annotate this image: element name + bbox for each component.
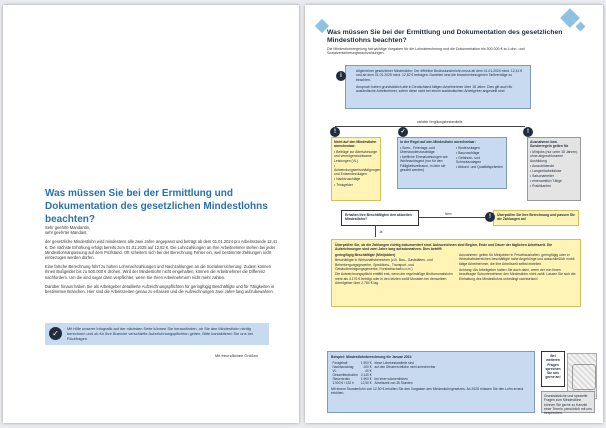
list-item: • Bauzuschläge [456,151,504,155]
connector-line [335,126,525,127]
table-cell-value: 2.140 € [360,372,372,377]
creditable-lists [400,146,504,173]
exceptions-header: Ausnahmen bzw. Sonderregeln gelten für [530,140,569,149]
greeting-line-2: sehr geehrter Mandant, [45,230,88,236]
checkmark-icon: ✓ [49,327,62,340]
not-creditable-list [334,150,381,187]
table-cell-label: Gesamtbruttolohn [332,372,358,377]
documentation-box [331,239,581,307]
components-label: variable Vergütungsbestandteile [417,120,463,124]
list-item: • Minijobs (nur unter 18 Jahren) ohne abgeschlossene Ausbildung [530,150,578,163]
answer-yes-label: Ja [379,230,383,234]
creditable-list-a [400,146,452,173]
right-page [305,5,603,423]
table-cell-label: Nachtzuschlag [332,364,354,369]
infographic-title: Was müssen Sie bei der Ermittlung und Dokumentation des gesetzlichen Mindestlohns beachten? [327,29,563,45]
creditable-header: In der Regel auf den Mindestlohn anrechenbar: [400,140,476,144]
page-title: Was müssen Sie bei der Ermittlung und Dokumentation des gesetzlichen Mindestlohns beachten? [45,188,268,225]
table-row [331,381,437,385]
exceptions-box [527,137,581,201]
list-item: • Aufwendungsentschädigungen und Entsendezulagen [334,164,378,177]
example-title: Beispiel: Mindestlohnberechnung für Januar 2024 [331,355,412,359]
list-item: • Trinkgelder [334,183,378,187]
table-cell-value: 1.900 € [360,360,372,365]
warning-icon: ! [330,127,340,137]
documentation-left [335,253,453,285]
table-cell-value: 12,50 € [360,380,372,385]
example-footer: Mit einem Stundenlohn von 12,50 € erhalten Sie den Vorgaben des Mindestlohngesetzes. Ab 2025 müssen Sie den Lohn erneut erhöhen. [331,386,524,396]
paragraph-1: der gesetzliche Mindestlohn wird mindestens alle zwei Jahre angepasst und beträgt ab dem 01.01.2024 pro Arbeitsstunde 12,41 €. Die nächste Erhöhung erfolgt bereits zum 01.01.2025 auf 12,82 €. Die Lohnzahlungen an Ihre Arbeitnehmer stehen bei jeder Mindestlohnanpassung auf dem Prüfstand. Oft scheitern sich bei der Berechnung Fehler ein, weil bestimmte Zahlungen nicht einbezogen werden dürfen. [45,239,278,261]
table-cell-note: Arbeitszeit von 35 Stunden [374,380,413,385]
table-cell-value: 40 € [365,368,372,373]
table-cell-note: diese Lohnbestandteile sind [374,360,415,365]
note-text: Mit Hilfe unserer Infografik auf der nächsten Seite können Sie herausfinden, ob Sie den Mindestlohn richtig berechnen und ob für Ihre Branche verschärfte Aufzeichnungspflichten gelten. Bitte kontaktieren Sie uns bei Rückfragen. [67,326,253,341]
warning-icon: ! [485,212,495,222]
doc-item-1: geringfügig Beschäftigte (Minijobber) [335,253,396,258]
question-box: Erhalten Ihre Beschäftigten den aktuellen Mindestlohn? [341,210,419,226]
greeting-line-1: Sehr geehrte Mandantin, [45,225,91,230]
table-cell-value: 200 € [363,364,372,369]
signoff: Mit freundlichen Grüßen [215,353,258,358]
info-icon: i [336,71,346,81]
action-box: Überprüfen Sie Ihre Berechnung und passen Sie die Zahlungen an! [493,210,579,226]
not-creditable-box [331,137,381,201]
table-row [331,365,437,369]
list-item: • Saisonarbeiter [530,174,578,178]
table-cell-note: bei einer wöchentlichen [374,376,408,381]
example-box [327,351,535,413]
note-box [45,323,269,345]
list-item: • Kinderzulagen [456,146,504,150]
letter-body [45,225,279,298]
not-creditable-header: Nicht auf den Mindestlohn anrechenbar: [334,140,377,149]
table-cell-label: 1.900 € / 152 h [332,380,354,385]
table-cell-label: Steuerbrutto [332,376,351,381]
list-item: • Praktikanten [530,184,578,188]
list-item: • Beiträge zur Altersvorsorge und vermögenswirksame Leistungen (VL) [334,150,378,163]
left-page [3,5,299,423]
answer-no-label: Nein [445,212,452,216]
example-table [331,361,437,385]
paragraph-2: Eine falsche Berechnung führt zu hohen Lohnnachzahlungen und Nachzahlungen an die Sozialversicherung. Zudem können Ihnen Bußgelder bis zu 500.000 € drohen. Wird der Mindestlohn nicht eingehalten, können die Arbeitnehmer die Differenz nachfordern. Um die sind sogar dann verpflichtet, wenn Sie Ihren Arbeitnehmern nicht mehr zahlen. [45,264,271,280]
exceptions-list [530,150,578,188]
documentation-headline: Überprüfen Sie, ob die Zahlungen richtig dokumentiert sind. Aufzuzeichnen sind Beginn, Ende und Dauer der täglichen Arbeitszeit. Die Aufzeichnungen sind zwei Jahre lang aufzubewahren. Dies betrifft [335,243,553,252]
list-item: • Langzeitarbeitslose [530,169,578,173]
list-item: • Akkord- und Qualitätsprämien [456,165,504,169]
doc-exception-2: Achtung: Als Arbeitgeber haften Sie auch dann, wenn der von Ihnen beauftragte Subunternehmer den Mindestlohn nicht zahlt. Lassen Sie sich die Einhaltung des Mindestlohns unbedingt nachweisen! [459,267,576,281]
info-box [345,65,531,109]
doc-item-3: Die Aufzeichnungspflicht entfällt erst, wenn der regelmäßige Bruttomonatslohn mehr als 4.176 € beträgt oder in den letzten zwölf Monaten bei demselben Arbeitgeber über 2.784 € lag. [335,272,453,285]
documentation-right [459,253,577,285]
doc-exception-1: Ausnahmen: gelten für Minijobber in Privathaushalten, geringfügig oder in Wirtschaftsbereichen beschäftigte nahe Angehörige und ausschließlich mobil tätige Arbeitnehmer, die ihre Arbeitszeit selbst einteilen. [459,253,575,266]
decor-diamond-icon [576,22,586,32]
documentation-columns [335,253,577,285]
table-cell-value: 1.900 € [360,376,372,381]
list-item: • Auszubildende [530,164,578,168]
list-item: • ehrenamtlich Tätige [530,179,578,183]
list-item: • Sonn-, Feiertags- und Überstundenzuschläge [400,146,452,155]
creditable-box [397,137,507,189]
list-item: • Nachtzuschläge [334,177,378,181]
creditable-list-b [456,146,504,173]
paragraph-3: Darüber hinaus haben Sie als Arbeitgeber detaillierte Aufzeichnungspflichten für geringfügig Beschäftigte und für Tätigkeiten in bestimmten Branchen. Hier sind die Arbeitszeiten genau zu erfassen und die Aufzeichnungen zwei Jahre lang aufzubewahren. [45,283,275,295]
exception-icon: ! [523,127,533,137]
info-line-1: Allgemeiner gesetzlicher Mindestlohn: Der effektive Bruttostundenlohn muss ab dem 01.01.2024 mind. 12,41 € und ab dem 01.01.2025 mind. 12,82 € betragen. Daneben sind die branchenbezogenen Tarifverträge zu beachten. [356,69,523,82]
doc-item-2: Beschäftigte in Wirtschaftsbereichen (z.B. Bau-, Gaststätten- und Beherbergungsgewerbe, Speditions-, Transport- und Gebäudereinigungsgewerbe, Forstwirtschaft u.v.m.) [335,258,433,271]
connector-line [375,226,376,237]
connector-line [419,217,493,218]
infographic-subtitle: Die Mindestlohnregelung hat wichtige Vorgaben für die Lohnabrechnung und die Dokumentation bis 500.000 € zu Lohn- und Sozialversicherungsnachzahlungen. [327,47,525,55]
greeting [45,225,279,235]
contact-box: Bei weiteren Fragen sprechen Sie uns gerne an! [541,351,565,387]
final-box: Grundsätzliche und spezielle Fragen zum Mindestlohn können Sie gerne zu Kanzlei einer Termin, persönlich mit uns besprechen. [541,391,595,413]
table-cell-label: VL [332,368,337,373]
table-cell-label: Festgehalt [332,360,348,365]
list-item: • tarifliche Einmalzahlungen wie Weihnachtsgeld (nur für den Fälligkeitszeitraum, in dem sie gezahlt werden) [400,155,452,172]
table-cell-note: auf den Steuerrechtliche nicht anrechenbar [374,364,436,369]
list-item: • Gefahren- und Schmutzzulagen [456,156,504,165]
info-line-2: Anspruch haben grundsätzlich alle in Deutschland tätigen Arbeitnehmer über 18 Jahre. Dies gilt auch für ausländische Arbeitnehmer, sofern diese nicht bei einem ausländischen Arbeitgeber angestellt sind. [356,84,513,94]
checkmark-icon: ✓ [398,127,408,137]
